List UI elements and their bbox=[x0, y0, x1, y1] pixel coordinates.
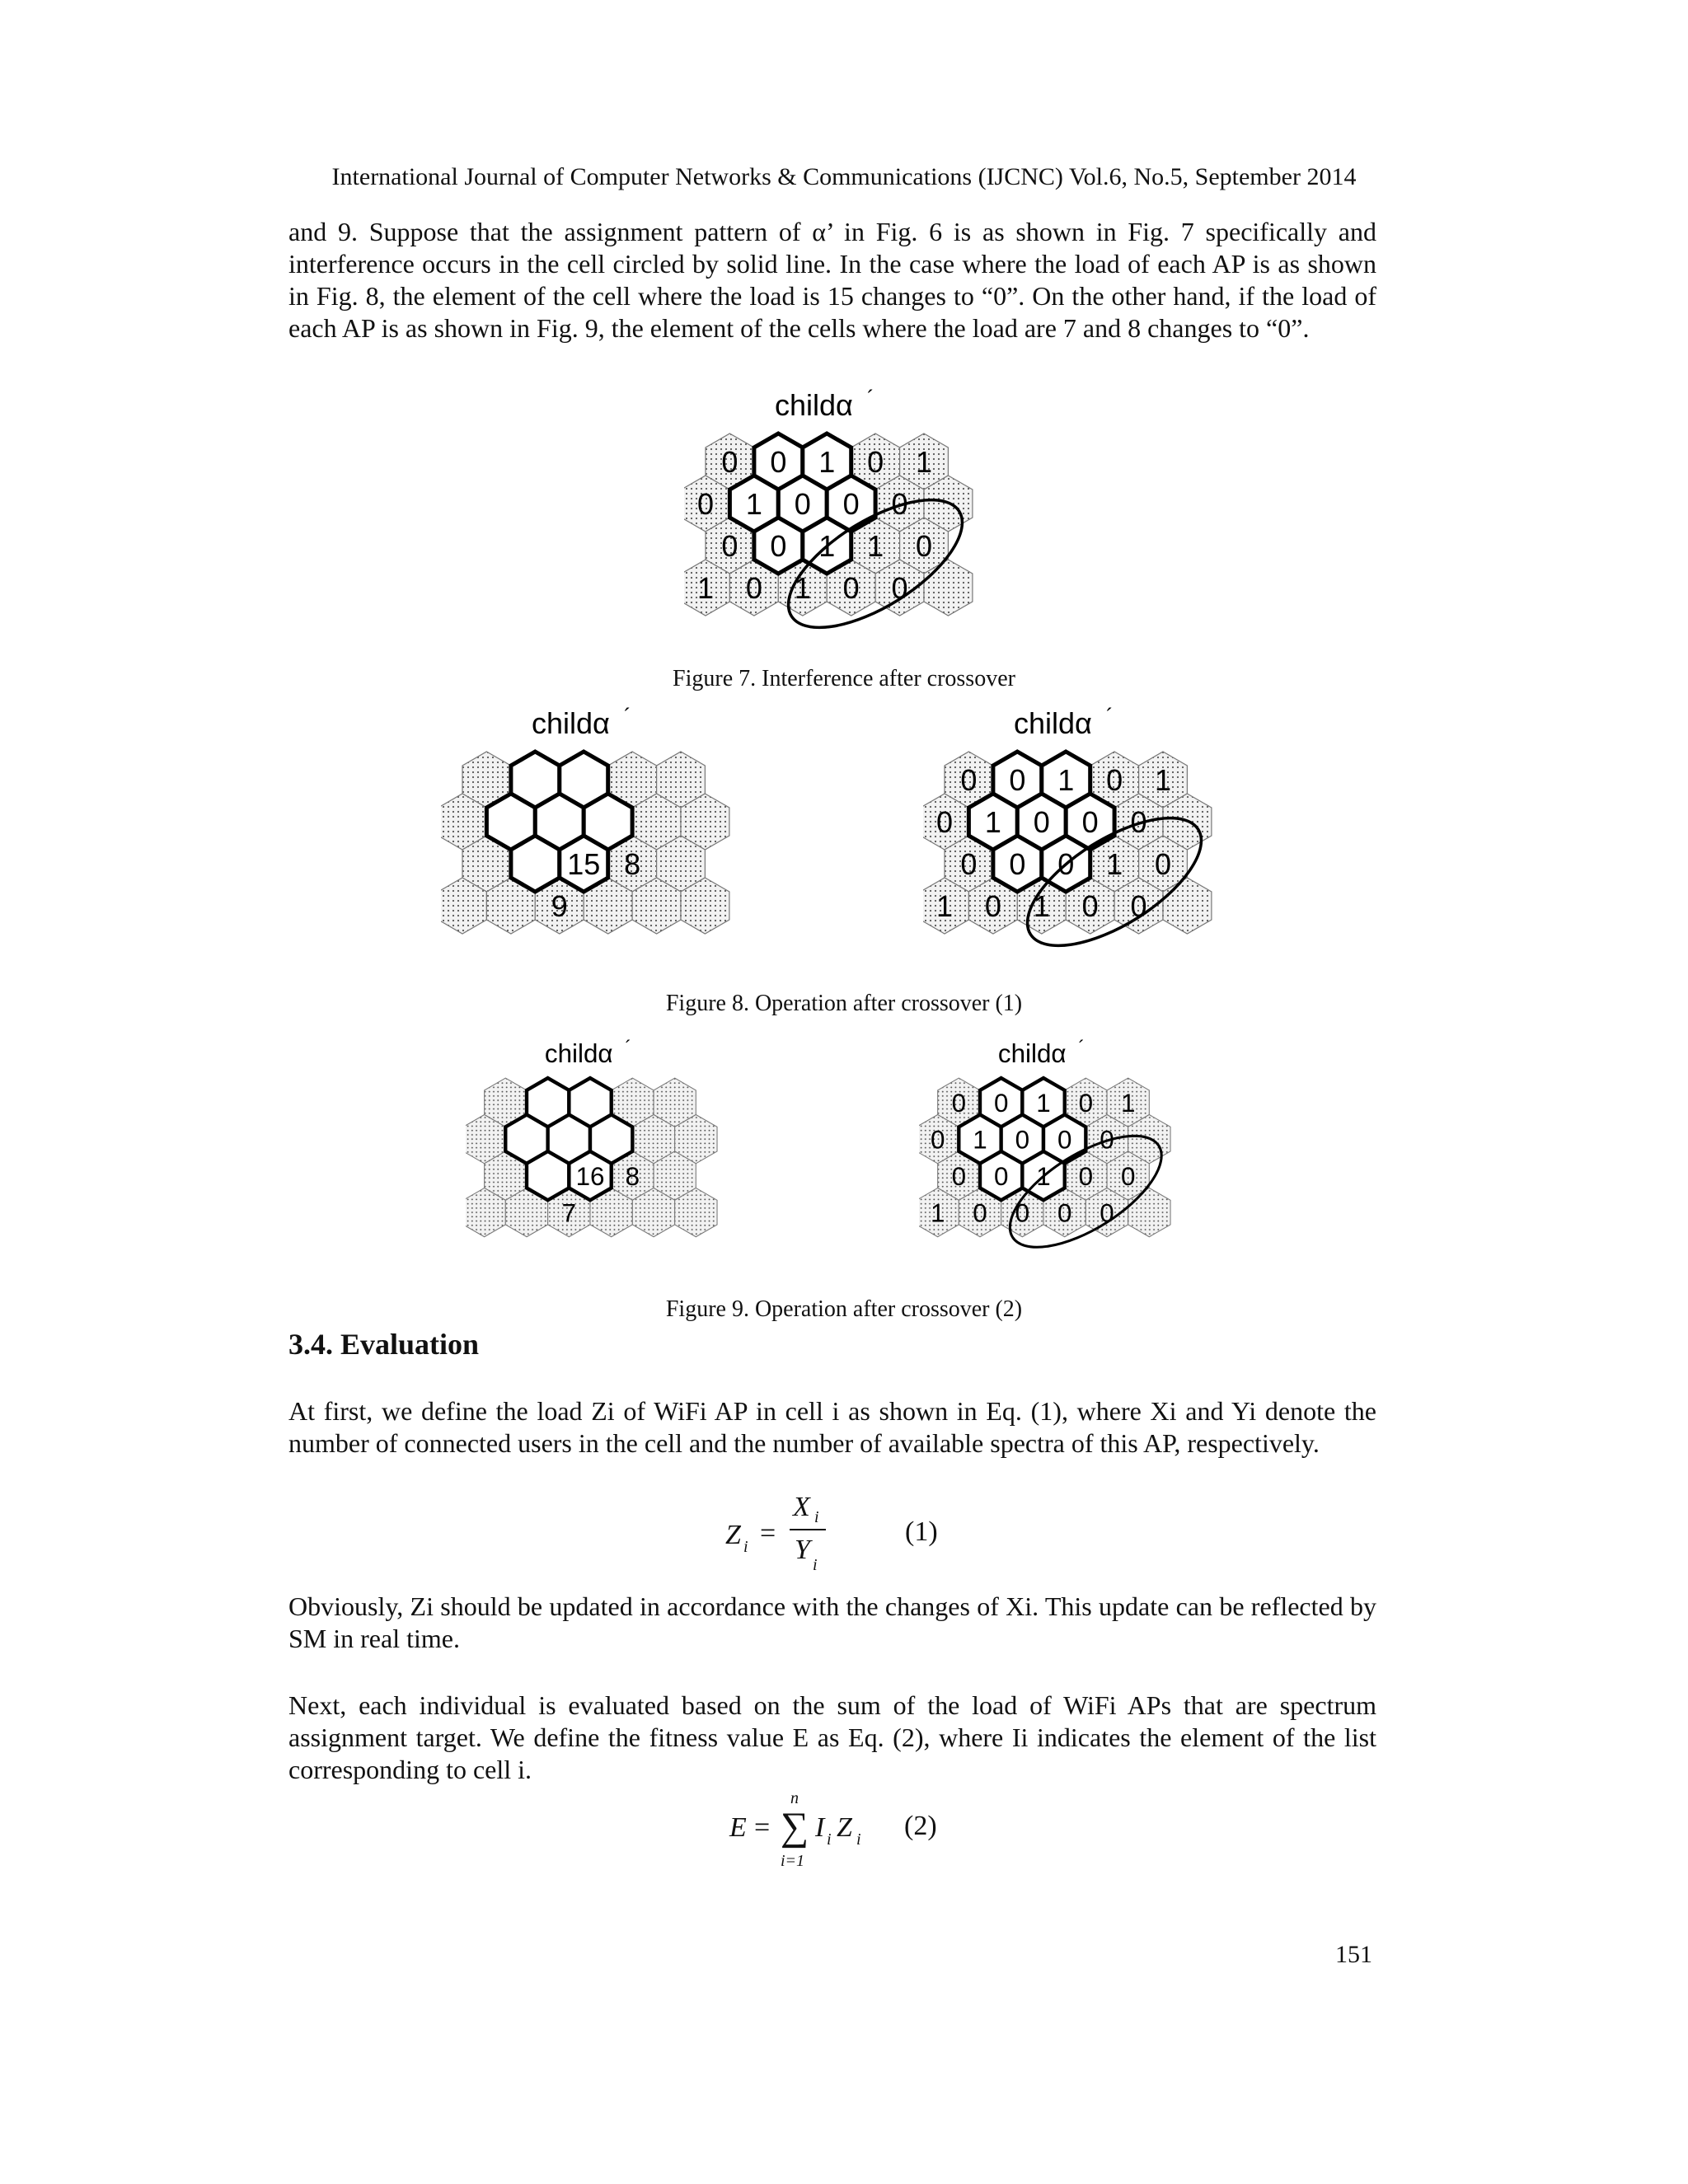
figure-9-left-load-grid bbox=[466, 1034, 746, 1257]
cell-value: 1 bbox=[867, 529, 884, 563]
cell-value: 0 bbox=[960, 763, 978, 797]
paragraph-load-definition: At first, we define the load Zi of WiFi AP in cell i as shown in Eq. (1), where Xi and Yi denote the number of connected users in the cell and the number of available spectra of this AP, respectively. bbox=[288, 1396, 1376, 1458]
eq1-number: (1) bbox=[905, 1516, 938, 1547]
fig9-right-title: childα bbox=[997, 1038, 1067, 1068]
cell-value: 0 bbox=[721, 445, 738, 479]
cell-value: 0 bbox=[1078, 1161, 1094, 1191]
load-value: 8 bbox=[624, 847, 641, 881]
cell-value: 0 bbox=[1081, 889, 1099, 923]
page-number: 151 bbox=[1335, 1941, 1372, 1968]
load-value: 7 bbox=[561, 1198, 577, 1228]
paragraph-update: Obviously, Zi should be updated in accordance with the changes of Xi. This update can be reflected by SM in real time. bbox=[288, 1591, 1376, 1653]
cell-value: 1 bbox=[930, 1198, 945, 1228]
fig8-right-title: childα bbox=[1014, 706, 1092, 740]
cell-value: 1 bbox=[935, 889, 954, 923]
cell-value: 1 bbox=[973, 1125, 987, 1155]
running-header: International Journal of Computer Networks & Communications (IJCNC) Vol.6, No.5, September 2014 bbox=[331, 163, 1357, 190]
intro-paragraph: and 9. Suppose that the assignment pattern of α’ in Fig. 6 is as shown in Fig. 7 specifically and interference occurs in the cell circled by solid line. In the case where the load of each AP is as shown in Fig. 8, the element of the cell where the load is 15 changes to “0”. On the other hand, if the load of each AP is as shown in Fig. 9, the element of the cells where the load are 7 and 8 changes to “0”. bbox=[288, 217, 1376, 343]
cell-value: 1 bbox=[1154, 763, 1172, 797]
cell-value: 1 bbox=[1036, 1161, 1051, 1191]
svg-text:´: ´ bbox=[624, 705, 631, 729]
cell-value: 0 bbox=[930, 1125, 945, 1155]
cell-value: 0 bbox=[745, 571, 762, 605]
hex-cells bbox=[466, 1078, 717, 1237]
cell-value: 1 bbox=[915, 445, 933, 479]
cell-value: 1 bbox=[1036, 1089, 1051, 1118]
svg-text:´: ´ bbox=[1106, 705, 1114, 729]
cell-value: 0 bbox=[935, 805, 954, 839]
figure-8-caption: Figure 8. Operation after crossover (1) bbox=[665, 991, 1023, 1016]
cell-value: 0 bbox=[915, 529, 933, 563]
cell-value: 1 bbox=[1106, 847, 1123, 881]
cell-value: 1 bbox=[794, 571, 811, 605]
hex-cell bbox=[511, 836, 560, 892]
paragraph-fitness: Next, each individual is evaluated based on the sum of the load of WiFi APs that are spectrum assignment target. We define the fitness value E as Eq. (2), where Ii indicates the element of the list corresponding to cell i. bbox=[288, 1690, 1376, 1784]
svg-text:´: ´ bbox=[1078, 1036, 1085, 1058]
cell-value: 0 bbox=[1120, 1161, 1136, 1191]
cell-value: 1 bbox=[818, 529, 836, 563]
cell-value: 1 bbox=[1057, 763, 1075, 797]
cell-value: 0 bbox=[1015, 1198, 1030, 1228]
hex-cells bbox=[441, 752, 729, 934]
cell-value: 0 bbox=[1106, 763, 1123, 797]
cell-value: 0 bbox=[973, 1198, 987, 1228]
cell-value: 0 bbox=[1100, 1198, 1114, 1228]
cell-value: 0 bbox=[1057, 1198, 1072, 1228]
cell-value: 0 bbox=[696, 487, 715, 521]
cell-value: 0 bbox=[770, 445, 787, 479]
figure-7-caption: Figure 7. Interference after crossover bbox=[673, 666, 1015, 691]
section-title: 3.4. Evaluation bbox=[288, 1328, 480, 1361]
cell-value: 0 bbox=[721, 529, 738, 563]
cell-value: 0 bbox=[960, 847, 978, 881]
cell-value: 0 bbox=[1033, 805, 1050, 839]
figure-9-caption: Figure 9. Operation after crossover (2) bbox=[665, 1296, 1023, 1322]
load-value: 16 bbox=[575, 1161, 605, 1191]
cell-value: 0 bbox=[770, 529, 787, 563]
cell-value: 0 bbox=[842, 571, 860, 605]
figure-9-right-hex-grid bbox=[919, 1034, 1199, 1257]
hex-cell bbox=[527, 1151, 569, 1200]
cell-value: 0 bbox=[1057, 847, 1075, 881]
svg-text:´: ´ bbox=[625, 1036, 632, 1058]
cell-value: 1 bbox=[1120, 1089, 1136, 1118]
cell-value: 0 bbox=[1130, 805, 1147, 839]
cell-value: 0 bbox=[1009, 847, 1026, 881]
cell-value: 1 bbox=[818, 445, 836, 479]
eq2-number: (2) bbox=[904, 1811, 937, 1841]
cell-value: 1 bbox=[696, 571, 715, 605]
equation-2: E = n ∑ i=1 I i Z i (2) bbox=[729, 1789, 937, 1870]
cell-value: 0 bbox=[867, 445, 884, 479]
load-value: 15 bbox=[567, 847, 601, 881]
cell-value: 0 bbox=[993, 1089, 1009, 1118]
load-value: 8 bbox=[625, 1161, 640, 1191]
fig7-title: childα bbox=[775, 388, 853, 422]
cell-value: 1 bbox=[1033, 889, 1050, 923]
cell-value: 0 bbox=[1130, 889, 1147, 923]
cell-value: 0 bbox=[993, 1161, 1009, 1191]
cell-value: 0 bbox=[1081, 805, 1099, 839]
cell-value: 0 bbox=[1057, 1125, 1072, 1155]
cell-value: 0 bbox=[891, 487, 908, 521]
cell-value: 0 bbox=[1154, 847, 1172, 881]
figure-8-left-load-grid bbox=[441, 705, 762, 953]
cell-value: 0 bbox=[1015, 1125, 1030, 1155]
cell-value: 0 bbox=[984, 889, 1001, 923]
cell-value: 0 bbox=[891, 571, 908, 605]
figure-7-hex-grid bbox=[684, 387, 1006, 635]
cell-value: 1 bbox=[984, 805, 1001, 839]
equation-1: Z i = X i Y i (1) bbox=[725, 1492, 938, 1574]
cell-value: 0 bbox=[951, 1089, 967, 1118]
fig8-left-title: childα bbox=[532, 706, 610, 740]
cell-value: 0 bbox=[1100, 1125, 1114, 1155]
cell-value: 0 bbox=[794, 487, 811, 521]
cell-value: 0 bbox=[1009, 763, 1026, 797]
svg-text:´: ´ bbox=[867, 387, 874, 410]
figure-8-right-hex-grid bbox=[923, 705, 1245, 953]
cell-value: 0 bbox=[951, 1161, 967, 1191]
cell-value: 0 bbox=[1078, 1089, 1094, 1118]
cell-value: 0 bbox=[842, 487, 860, 521]
load-value: 9 bbox=[551, 889, 568, 923]
cell-value: 1 bbox=[745, 487, 762, 521]
fig9-left-title: childα bbox=[544, 1038, 613, 1068]
